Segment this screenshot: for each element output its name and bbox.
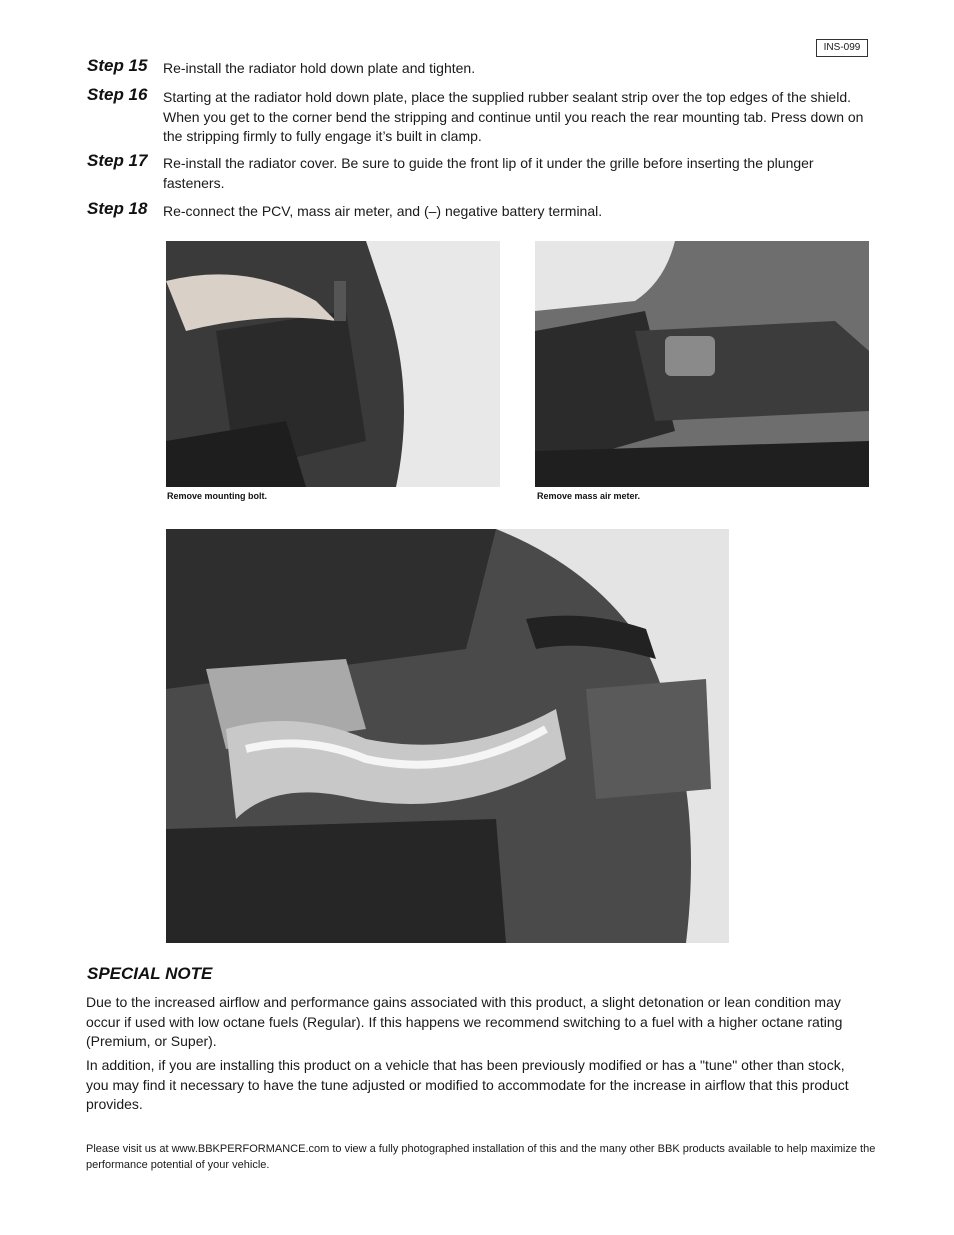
photo-installed-intake (166, 529, 729, 943)
step-label: Step 17 (87, 151, 148, 170)
step-text: Starting at the radiator hold down plate, place the supplied rubber sealant strip over the top edges of the shield. When you get to the corner bend the stripping and continue until you reach the rear mounting tab. Press down on the stripping firmly to fully engage it’s built in clamp. (163, 89, 864, 144)
special-note-paragraph: In addition, if you are installing this product on a vehicle that has been previously modified or has a "tune" other than stock, you may find it necessary to have the tune adjusted or modified to accommodate for the increase in airflow that this product provides. (86, 1057, 849, 1112)
special-note-title: SPECIAL NOTE (87, 964, 213, 983)
special-note-paragraph: Due to the increased airflow and performance gains associated with this product, a slight detonation or lean condition may occur if used with low octane fuels (Regular). If this happens we recommend switching to a fuel with a higher octane rating (Premium, or Super). (86, 994, 843, 1049)
step-label: Step 18 (87, 199, 148, 218)
photo-remove-mass-air-meter (535, 241, 869, 487)
step-text: Re-connect the PCV, mass air meter, and (–) negative battery terminal. (163, 203, 603, 219)
photo-remove-mounting-bolt (166, 241, 500, 487)
footer-text: Please visit us at www.BBKPERFORMANCE.com to view a fully photographed installation of this and the many other BBK products available to help maximize the performance potential of your vehicle. (86, 1143, 876, 1171)
document-id: INS-099 (816, 39, 868, 57)
step-text: Re-install the radiator hold down plate and tighten. (163, 60, 476, 76)
photo-caption: Remove mounting bolt. (167, 491, 267, 501)
step-label: Step 15 (87, 56, 148, 75)
step-text: Re-install the radiator cover. Be sure to guide the front lip of it under the grille before inserting the plunger fasteners. (163, 155, 814, 191)
step-label: Step 16 (87, 85, 148, 104)
photo-caption: Remove mass air meter. (537, 491, 641, 501)
